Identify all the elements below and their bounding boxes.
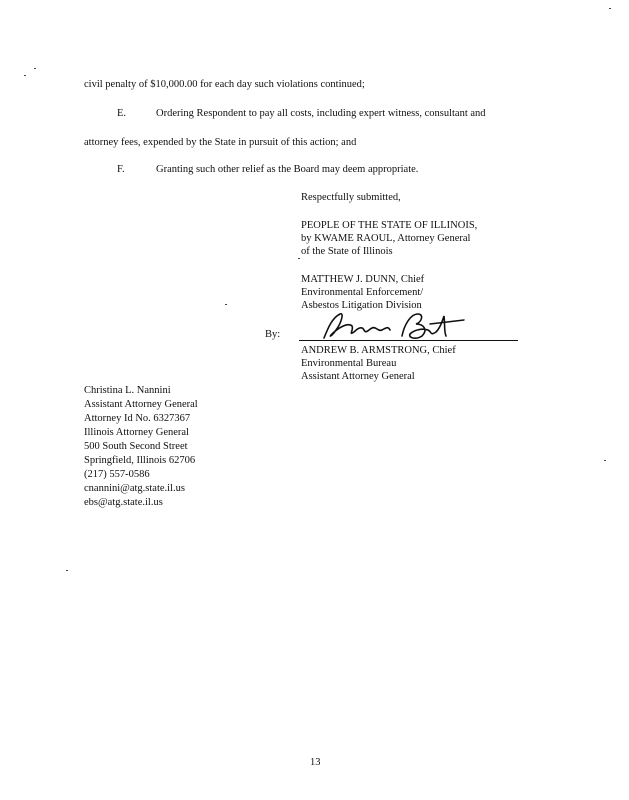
closing-text: Respectfully submitted, — [301, 192, 401, 203]
signer-line-1: ANDREW B. ARMSTRONG, Chief — [301, 345, 456, 356]
scan-speck — [298, 258, 300, 259]
contact-line: Christina L. Nannini — [84, 385, 171, 396]
contact-line: Illinois Attorney General — [84, 427, 189, 438]
contact-line: Assistant Attorney General — [84, 399, 198, 410]
scan-speck — [609, 8, 611, 9]
party-line-2: by KWAME RAOUL, Attorney General — [301, 233, 471, 244]
chief-line-2: Environmental Enforcement/ — [301, 287, 424, 298]
scan-speck — [604, 460, 606, 461]
item-e-letter: E. — [117, 108, 127, 119]
signer-line-2: Environmental Bureau — [301, 358, 397, 369]
item-f-letter: F. — [117, 164, 125, 175]
contact-line: (217) 557-0586 — [84, 469, 150, 480]
signature-line — [299, 340, 518, 341]
by-label: By: — [265, 329, 281, 340]
contact-email: ebs@atg.state.il.us — [84, 497, 163, 508]
contact-line: Attorney Id No. 6327367 — [84, 413, 191, 424]
item-e-continuation: attorney fees, expended by the State in pursuit of this action; and — [84, 137, 357, 148]
scan-speck — [66, 570, 68, 571]
party-line-1: PEOPLE OF THE STATE OF ILLINOIS, — [301, 220, 478, 231]
body-line-penalty: civil penalty of $10,000.00 for each day such violations continued; — [84, 79, 365, 90]
item-e-text: Ordering Respondent to pay all costs, including expert witness, consultant and — [156, 108, 486, 119]
chief-line-3: Asbestos Litigation Division — [301, 300, 422, 311]
scan-speck — [225, 304, 227, 305]
signer-line-3: Assistant Attorney General — [301, 371, 415, 382]
page-number: 13 — [310, 757, 321, 768]
scan-speck — [34, 68, 36, 69]
party-line-3: of the State of Illinois — [301, 246, 393, 257]
item-f-text: Granting such other relief as the Board may deem appropriate. — [156, 164, 419, 175]
chief-line-1: MATTHEW J. DUNN, Chief — [301, 274, 425, 285]
contact-email: cnannini@atg.state.il.us — [84, 483, 185, 494]
contact-line: Springfield, Illinois 62706 — [84, 455, 196, 466]
scan-speck — [24, 75, 26, 76]
handwritten-signature — [318, 308, 468, 344]
contact-line: 500 South Second Street — [84, 441, 188, 452]
